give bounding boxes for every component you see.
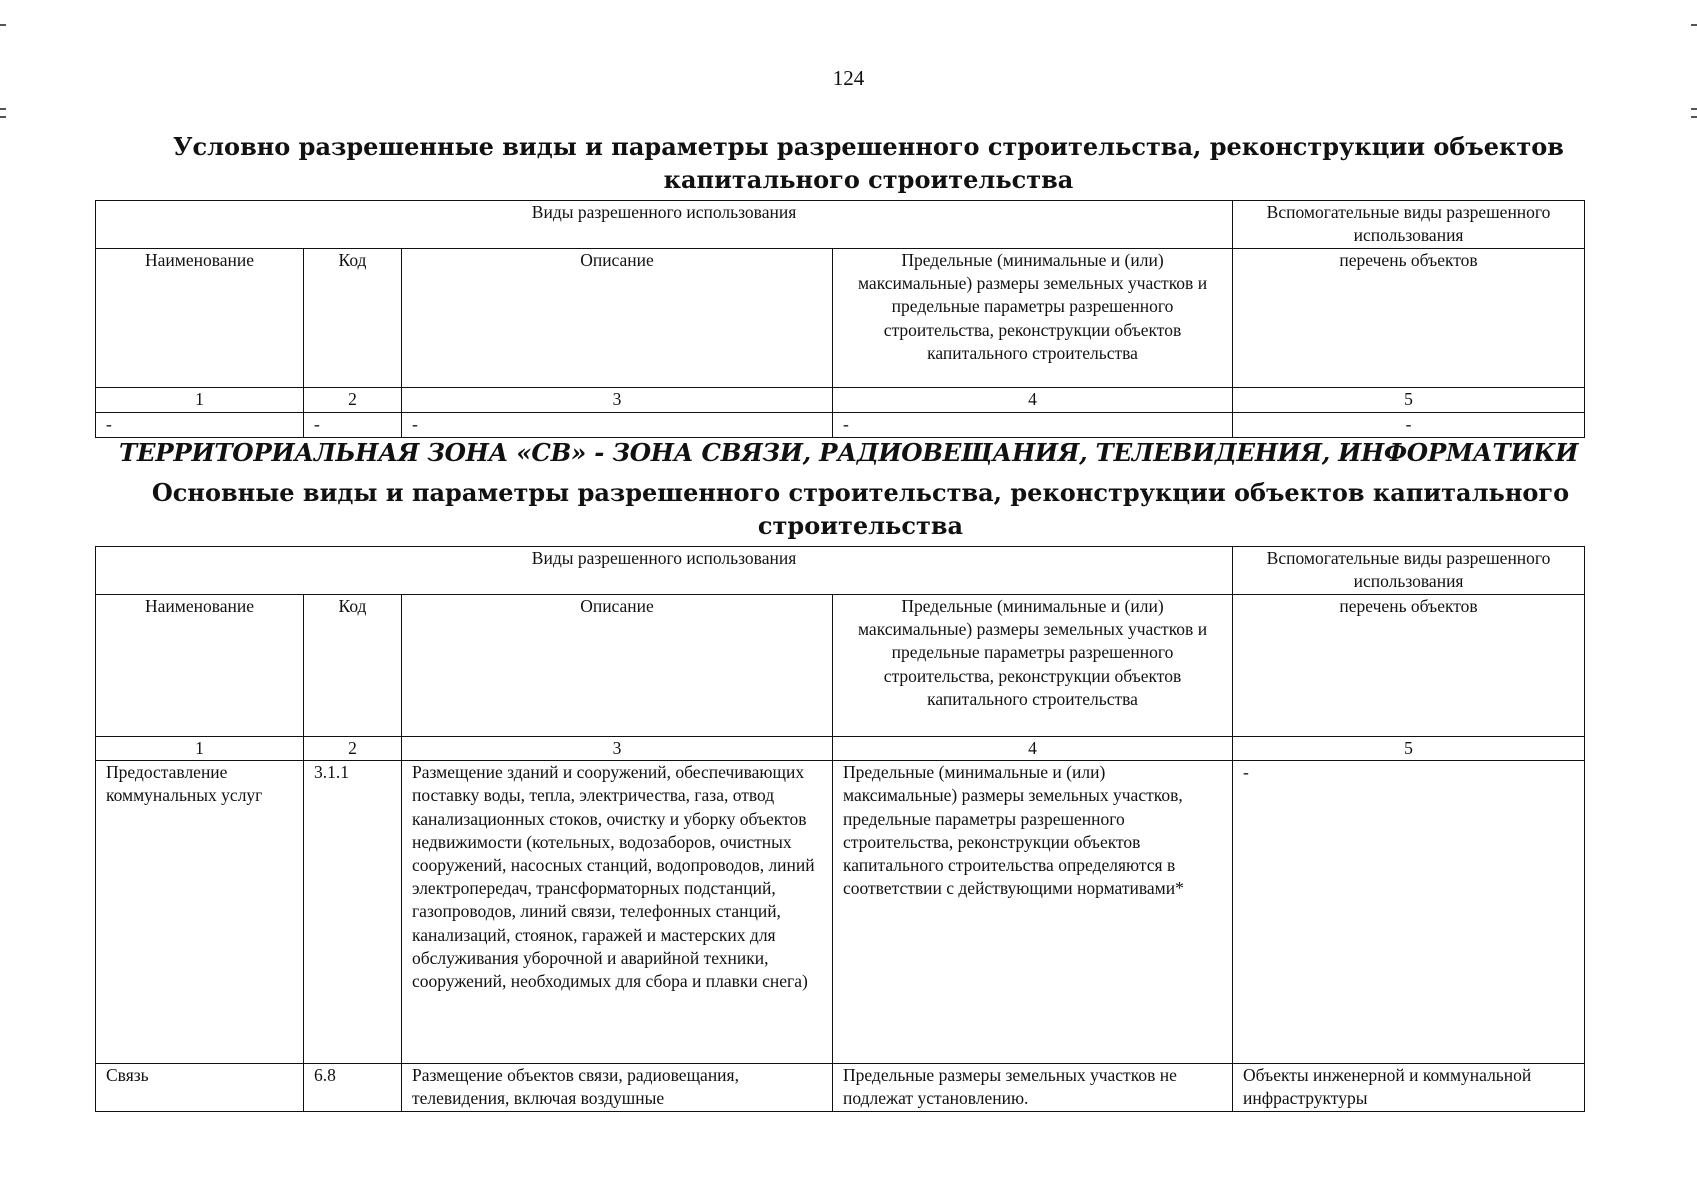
scan-mark	[0, 116, 6, 118]
cell-code: -	[304, 413, 402, 438]
column-number: 2	[304, 737, 402, 761]
header-code: Код	[304, 595, 402, 737]
header-parameters: Предельные (минимальные и (или) максимальные) размеры земельных участков и предельные параметры разрешенного строительства, реконструкции объектов капитального строительства	[833, 595, 1233, 737]
column-number: 5	[1233, 388, 1585, 413]
header-group-aux: Вспомогательные виды разрешенного использования	[1233, 201, 1585, 249]
cell-parameters: -	[833, 413, 1233, 438]
header-description: Описание	[402, 249, 833, 388]
conditional-uses-table	[95, 200, 1585, 438]
section-heading-main	[0, 476, 1697, 542]
column-number: 4	[833, 737, 1233, 761]
cell-parameters: Предельные размеры земельных участков не подлежат установлению.	[833, 1064, 1233, 1112]
cell-object-list: -	[1233, 761, 1585, 1064]
header-group-aux: Вспомогательные виды разрешенного использования	[1233, 547, 1585, 595]
table-row	[96, 413, 1585, 438]
table-header-row	[96, 201, 1585, 249]
header-group-main: Виды разрешенного использования	[96, 201, 1233, 249]
header-parameters: Предельные (минимальные и (или) максимальные) размеры земельных участков и предельные параметры разрешенного строительства, реконструкции объектов капитального строительства	[833, 249, 1233, 388]
scan-mark	[1691, 116, 1697, 118]
column-number: 5	[1233, 737, 1585, 761]
scan-mark	[0, 108, 6, 110]
column-number: 1	[96, 737, 304, 761]
cell-description: Размещение объектов связи, радиовещания, телевидения, включая воздушные	[402, 1064, 833, 1112]
cell-name: Предоставление коммунальных услуг	[96, 761, 304, 1064]
heading-line: Основные виды и параметры разрешенного строительства, реконструкции объектов капитального	[151, 478, 1570, 507]
cell-description: -	[402, 413, 833, 438]
column-number: 3	[402, 737, 833, 761]
scan-mark	[1691, 108, 1697, 110]
scan-mark	[1691, 24, 1697, 26]
main-uses-table	[95, 546, 1585, 1112]
header-object-list: перечень объектов	[1233, 249, 1585, 388]
cell-name: Связь	[96, 1064, 304, 1112]
section-heading-conditional	[0, 130, 1697, 196]
cell-code: 6.8	[304, 1064, 402, 1112]
header-description: Описание	[402, 595, 833, 737]
column-number: 3	[402, 388, 833, 413]
table-row	[96, 761, 1585, 1064]
heading-line: Условно разрешенные виды и параметры разрешенного строительства, реконструкции объектов	[173, 132, 1564, 161]
page-number: 124	[832, 66, 865, 90]
column-number-row	[96, 737, 1585, 761]
heading-line: строительства	[757, 511, 964, 540]
cell-description: Размещение зданий и сооружений, обеспечивающих поставку воды, тепла, электричества, газа, отвод канализационных стоков, очистку и уборку объектов недвижимости (котельных, водозаборов, очистных сооружений, насосных станций, водопроводов, линий электропередач, трансформаторных подстанций, газопроводов, линий связи, телефонных станций, канализаций, стоянок, гаражей и мастерских для обслуживания уборочной и аварийной техники, сооружений, необходимых для сбора и плавки снега)	[402, 761, 833, 1064]
cell-name: -	[96, 413, 304, 438]
header-code: Код	[304, 249, 402, 388]
cell-code: 3.1.1	[304, 761, 402, 1064]
column-number: 1	[96, 388, 304, 413]
table-header-row	[96, 595, 1585, 737]
zone-title: ТЕРРИТОРИАЛЬНАЯ ЗОНА «СВ» - ЗОНА СВЯЗИ, РАДИОВЕЩАНИЯ, ТЕЛЕВИДЕНИЯ, ИНФОРМАТИКИ	[118, 438, 1579, 467]
cell-object-list: -	[1233, 413, 1585, 438]
scan-mark	[0, 24, 6, 26]
column-number-row	[96, 388, 1585, 413]
table-header-row	[96, 249, 1585, 388]
cell-object-list: Объекты инженерной и коммунальной инфраструктуры	[1233, 1064, 1585, 1112]
header-name: Наименование	[96, 249, 304, 388]
header-object-list: перечень объектов	[1233, 595, 1585, 737]
column-number: 4	[833, 388, 1233, 413]
column-number: 2	[304, 388, 402, 413]
heading-line: капитального строительства	[663, 165, 1074, 194]
header-group-main: Виды разрешенного использования	[96, 547, 1233, 595]
table-row	[96, 1064, 1585, 1112]
header-name: Наименование	[96, 595, 304, 737]
cell-parameters: Предельные (минимальные и (или) максимальные) размеры земельных участков, предельные параметры разрешенного строительства, реконструкции объектов капитального строительства определяются в соответствии с действующими нормативами*	[833, 761, 1233, 1064]
table-header-row	[96, 547, 1585, 595]
